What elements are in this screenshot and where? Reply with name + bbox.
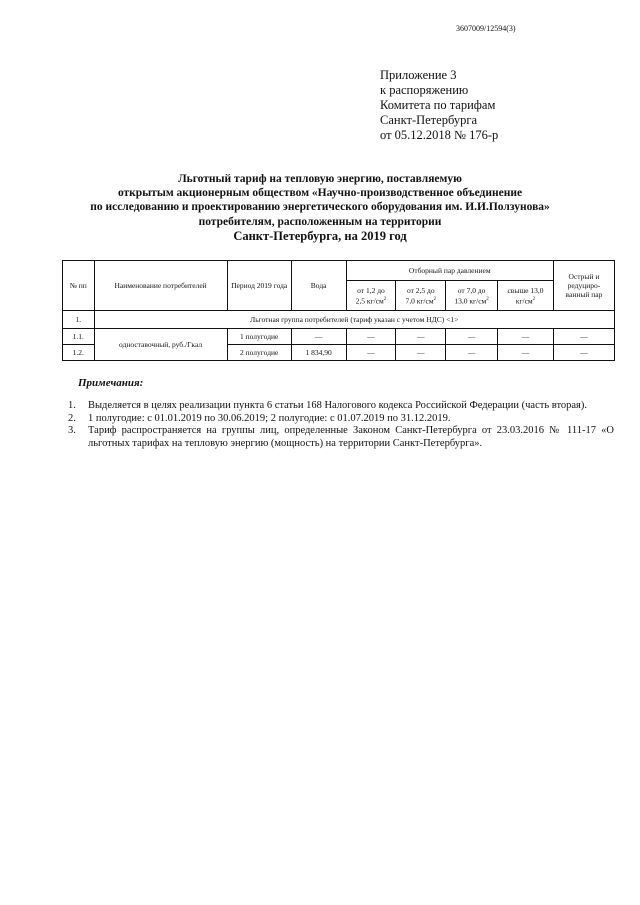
appendix-line: Санкт-Петербурга	[380, 113, 478, 127]
unit-superscript: 2	[532, 296, 536, 302]
document-title	[40, 172, 600, 243]
row-water: 1 834,90	[291, 345, 346, 361]
header-steam-col	[498, 281, 554, 311]
group-num: 1.	[63, 311, 95, 329]
appendix-line: от 05.12.2018 № 176-р	[380, 128, 499, 142]
row-steam-4: —	[498, 329, 554, 345]
title-line: Санкт-Петербурга, на 2019 год	[233, 228, 407, 243]
unit-superscript: 2	[383, 296, 387, 302]
row-sharp-steam: —	[553, 345, 614, 361]
row-steam-4: —	[498, 345, 554, 361]
appendix-line: Комитета по тарифам	[380, 98, 496, 112]
note-item	[68, 425, 614, 450]
header-consumer: Наименование потребителей	[94, 261, 227, 311]
steam-col-to: 13,0 кг/см	[454, 296, 487, 306]
title-line: открытым акционерным обществом «Научно-производственное объединение	[117, 187, 523, 200]
note-text: 1 полугодие: с 01.01.2019 по 30.06.2019; 2 полугодие: с 01.07.2019 по 31.12.2019.	[88, 412, 451, 424]
note-text: Тариф распространяется на группы лиц, определенные Законом Санкт-Петербурга от 23.03.2016 № 111-17 «О льготных тарифах на тепловую энергию (мощность) на территории Санкт-Петербурга».	[88, 425, 614, 449]
appendix-line: Приложение 3	[380, 68, 457, 82]
header-water: Вода	[291, 261, 346, 311]
row-steam-1: —	[346, 329, 396, 345]
steam-col-from: от 2,5 до	[406, 285, 435, 295]
row-sharp-steam: —	[553, 329, 614, 345]
table-row	[63, 329, 615, 345]
document-id: 3607009/12594(3)	[456, 24, 516, 33]
note-number: 1.	[68, 400, 76, 411]
steam-col-to: кг/см	[515, 296, 533, 306]
note-number: 3.	[68, 425, 76, 436]
row-period: 1 полугодие	[227, 329, 291, 345]
row-period: 2 полугодие	[227, 345, 291, 361]
row-water: —	[291, 329, 346, 345]
note-item	[68, 413, 614, 426]
header-num: № пп	[63, 261, 95, 311]
note-number: 2.	[68, 412, 76, 424]
consumer-label: одноставочный, руб./Гкал	[94, 329, 227, 361]
header-steam-col	[346, 281, 396, 311]
table-group-row	[63, 311, 615, 329]
header-steam: Отборный пар давлением	[346, 261, 553, 281]
row-steam-2: —	[396, 345, 446, 361]
tariff-table	[62, 260, 615, 361]
title-line: Льготный тариф на тепловую энергию, поставляемую	[178, 173, 462, 185]
row-num: 1.2.	[63, 345, 95, 361]
row-steam-3: —	[446, 345, 498, 361]
group-label: Льготная группа потребителей (тариф указан с учетом НДС) <1>	[94, 311, 615, 329]
row-num: 1.1.	[63, 329, 95, 345]
header-steam-col	[396, 281, 446, 311]
title-line: потребителям, расположенным на территории	[198, 215, 442, 228]
appendix-line: к распоряжению	[380, 83, 469, 97]
header-sharp-steam: Острый и редуциро-ванный пар	[553, 261, 614, 311]
row-steam-2: —	[396, 329, 446, 345]
steam-col-from: от 7,0 до	[457, 285, 486, 295]
unit-superscript: 2	[433, 296, 437, 302]
notes-title: Примечания:	[78, 377, 144, 389]
unit-superscript: 2	[486, 296, 489, 302]
row-steam-1: —	[346, 345, 396, 361]
steam-col-from: от 1,2 до	[357, 285, 385, 295]
header-steam-col	[446, 281, 498, 311]
steam-col-from: свыше 13,0	[507, 285, 544, 295]
steam-col-to: 2,5 кг/см	[355, 296, 384, 306]
note-text: Выделяется в целях реализации пункта 6 статьи 168 Налогового кодекса Российской Федерации (часть вторая).	[88, 400, 588, 411]
header-period: Период 2019 года	[227, 261, 291, 311]
steam-col-to: 7,0 кг/см	[405, 296, 434, 306]
note-item	[68, 400, 614, 413]
appendix-block	[380, 68, 498, 143]
title-line: по исследованию и проектированию энергетического оборудования им. И.И.Ползунова»	[90, 201, 550, 214]
row-steam-3: —	[446, 329, 498, 345]
notes-list	[68, 400, 614, 450]
